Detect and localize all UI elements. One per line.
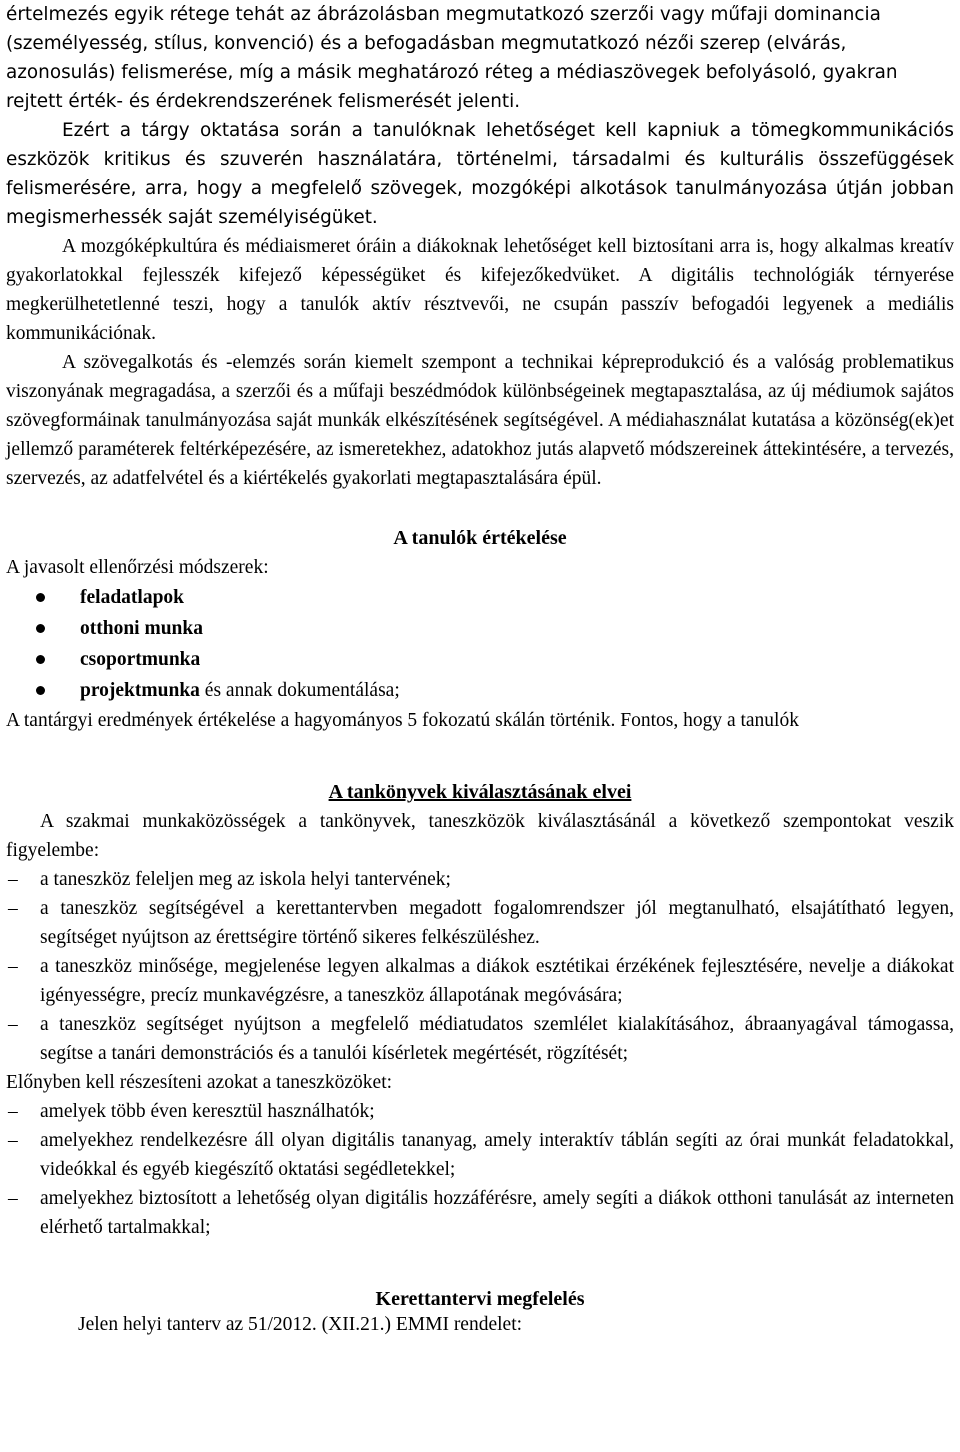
evaluation-heading: A tanulók értékelése	[393, 527, 567, 549]
dash-icon: –	[8, 1188, 18, 1209]
bullet-icon	[36, 686, 45, 695]
list-item: projektmunka és annak dokumentálása;	[6, 675, 954, 706]
list-item: csoportmunka	[6, 644, 954, 675]
list-item: otthoni munka	[6, 613, 954, 644]
intro-paragraph-2: Ezért a tárgy oktatása során a tanulóknak lehetőséget kell kapniuk a tömegkommunikációs eszközök kritikus és szuverén használatára, történelmi, társadalmi és kulturális összefüggések felismerésére, arra, hogy a megfelelő szövegek, mozgóképi alkotások tanulmányozása útján jobban megismerhessék saját személyiségüket.	[6, 120, 954, 228]
bullet-icon	[36, 655, 45, 664]
dash-icon: –	[8, 1130, 18, 1151]
list-item: – amelyekhez rendelkezésre áll olyan digitális tananyag, amely interaktív táblán segíti az órai munkát feladatokkal, videókkal és egyéb kiegészítő oktatási segédletekkel;	[6, 1126, 954, 1184]
dash-icon: –	[8, 869, 18, 890]
evaluation-lead: A javasolt ellenőrzési módszerek:	[6, 557, 269, 578]
list-item: feladatlapok	[6, 582, 954, 613]
framework-heading: Kerettantervi megfelelés	[375, 1288, 585, 1310]
dash-icon: –	[8, 956, 18, 977]
bullet-icon	[36, 593, 45, 602]
dash-icon: –	[8, 1014, 18, 1035]
list-item: – a taneszköz minősége, megjelenése legyen alkalmas a diákok esztétikai érzékének fejlesztésére, nevelje a diákokat igényességre, precíz munkavégzésre, a taneszköz állapotának megóvására;	[6, 952, 954, 1010]
list-item: – amelyekhez biztosított a lehetőség olyan digitális hozzáférésre, amely segíti a diákok otthoni tanulását az interneten elérhető tartalmakkal;	[6, 1184, 954, 1242]
evaluation-closing: A tantárgyi eredmények értékelése a hagyományos 5 fokozatú skálán történik. Fontos, hogy a tanulók	[6, 710, 799, 731]
dash-icon: –	[8, 898, 18, 919]
textbooks-heading: A tankönyvek kiválasztásának elvei	[328, 781, 632, 803]
evaluation-method-list	[6, 582, 954, 706]
intro-paragraph-4: A szövegalkotás és -elemzés során kiemelt szempont a technikai képreprodukció és a valóság problematikus viszonyának megragadása, a szerzői és a műfaji beszédmódok különbségeinek megtapasztalása, az új médiumok sajátos szövegformáinak tanulmányozása saját munkák elkészítésének segítségével. A médiahasználat kutatása a közönség(ek)et jellemző paraméterek feltérképezésére, az ismeretekhez, adatokhoz jutás alapvető módszereinek áttekintésére, a tervezés, szervezés, az adatfelvétel és a kiértékelés gyakorlati megtapasztalására épül.	[6, 352, 954, 489]
dash-icon: –	[8, 1101, 18, 1122]
list-item: – a taneszköz segítségével a kerettantervben megadott fogalomrendszer jól megtanulható, elsajátítható legyen, segítséget nyújtson az érettségire történő sikeres felkészüléshez.	[6, 894, 954, 952]
bullet-icon	[36, 624, 45, 633]
intro-paragraph-3: A mozgóképkultúra és médiaismeret óráin a diákoknak lehetőséget kell biztosítani arra is, hogy alkalmas kreatív gyakorlatokkal fejlesszék kifejező képességüket és kifejezőkedvüket. A digitális technológiák térnyerése megkerülhetetlenné teszi, hogy a tanulók aktív résztvevői, ne csupán passzív befogadói legyenek a mediális kommunikációnak.	[6, 236, 954, 344]
textbooks-preference-list	[6, 1097, 954, 1242]
list-item: – a taneszköz feleljen meg az iskola helyi tantervének;	[6, 865, 954, 894]
framework-line: Jelen helyi tanterv az 51/2012. (XII.21.) EMMI rendelet:	[78, 1314, 523, 1335]
list-item: – amelyek több éven keresztül használhatók;	[6, 1097, 954, 1126]
textbooks-lead: A szakmai munkaközösségek a tankönyvek, taneszközök kiválasztásánál a következő szempontokat veszik figyelembe:	[6, 811, 954, 861]
textbooks-criteria-list	[6, 865, 954, 1068]
intro-paragraph-1: értelmezés egyik rétege tehát az ábrázolásban megmutatkozó szerzői vagy műfaji dominancia (személyesség, stílus, konvenció) és a befogadásban megmutatkozó nézői szerep (elvárás, azonosulás) felismerése, míg a másik meghatározó réteg a médiaszövegek befolyásoló, gyakran rejtett érték- és érdekrendszerének felismerését jelenti.	[6, 4, 898, 112]
list-item: – a taneszköz segítséget nyújtson a megfelelő médiatudatos szemlélet kialakításához, ábraanyagával támogassa, segítse a tanári demonstrációs és a tanulói kísérletek megértését, rögzítését;	[6, 1010, 954, 1068]
textbooks-preference-lead: Előnyben kell részesíteni azokat a taneszközöket:	[6, 1072, 393, 1093]
